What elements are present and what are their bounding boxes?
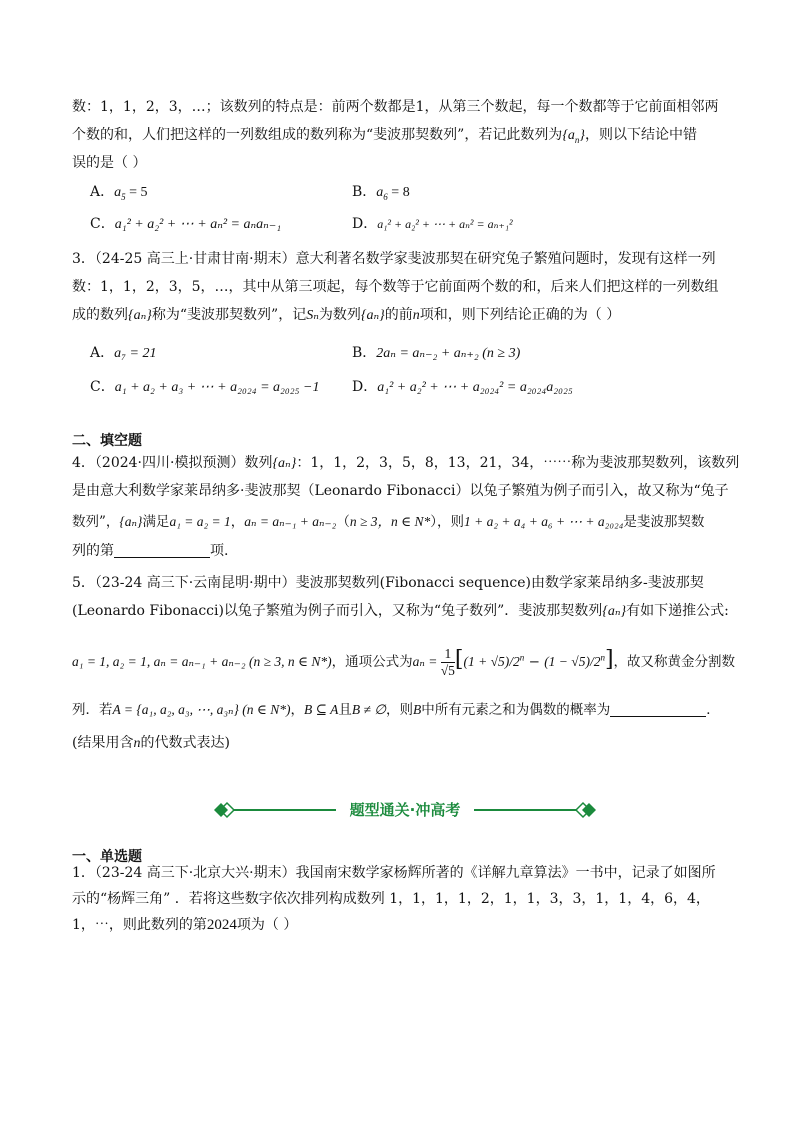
option-d-expr: a₁² + a₂² + ⋯ + a₂₀₂₄² = a₂₀₂₄a₂₀₂₅ bbox=[377, 380, 573, 395]
q5-answer-blank[interactable] bbox=[610, 702, 706, 717]
q1-index: 2024 bbox=[206, 917, 237, 933]
section-heading-fill-blank: 二、填空题 bbox=[72, 433, 142, 449]
q4-line2: 是由意大利数学家莱昂纳多·斐波那契（Leonardo Fibonacci）以兔子繁殖为例子而引入，故又称为“兔子 bbox=[72, 483, 729, 499]
q5-n: n bbox=[133, 736, 141, 751]
q4-answer-blank[interactable] bbox=[114, 543, 210, 558]
q-prev-option-a[interactable] bbox=[90, 181, 148, 201]
q-prev-line1: 数：1，1，2，3，…；该数列的特点是：前两个数都是1，从第三个数起，每一个数都等于它前面相邻两 bbox=[72, 99, 719, 115]
q3-n: n bbox=[412, 308, 420, 323]
option-label: C． bbox=[90, 216, 115, 232]
option-label: D． bbox=[352, 216, 378, 232]
q5-line3: a₁ = 1, a₂ = 1, aₙ = aₙ₋₁ + aₙ₋₂ (n ≥ 3, n ∈ N*)，通项公式为aₙ = $\frac{1}{√5}$ $[(1 + √5)/2^n - (1 - √5)/2^n]$，故又称黄金分割数 bbox=[72, 646, 736, 678]
q3-option-d[interactable] bbox=[352, 376, 573, 396]
q-prev-option-c[interactable] bbox=[90, 213, 281, 233]
q-prev-option-d[interactable] bbox=[352, 213, 513, 233]
q4-text: 列的第 bbox=[72, 543, 114, 559]
option-label: A． bbox=[90, 345, 115, 361]
q3-text-c: 为数列 bbox=[318, 307, 361, 323]
option-label: B． bbox=[352, 345, 377, 361]
q5-line2 bbox=[72, 600, 729, 620]
option-b-rest: = 8 bbox=[387, 185, 410, 200]
q4-number: 4． bbox=[72, 455, 95, 471]
q3-text-d: 的前 bbox=[384, 307, 413, 323]
option-label: A． bbox=[90, 184, 115, 200]
q3-number: 3． bbox=[72, 251, 95, 267]
q-prev-text: 个数的和，人们把这样的一列数组成的数列称为“斐波那契数列”，若记此数列为 bbox=[72, 127, 563, 143]
q5-recur: a₁ = 1, a₂ = 1, aₙ = aₙ₋₁ + aₙ₋₂ (n ≥ 3, n ∈ N*) bbox=[72, 654, 332, 669]
q5-term-r: (1 − √5)/2 bbox=[544, 654, 601, 669]
q4-init: a₁ = a₂ = 1 bbox=[169, 514, 231, 529]
q1-line2: 示的“杨辉三角” ．若将这些数字依次排列构成数列 1，1，1，1，2，1，1，3，3，1，1，4，6，4， bbox=[72, 891, 710, 907]
q5-power-r: n bbox=[600, 652, 605, 663]
q5-text-f: ． bbox=[706, 702, 720, 718]
q4-cond: n ≥ 3，n ∈ N* bbox=[349, 514, 431, 529]
q5-text-a: (Leonardo Fibonacci)以兔子繁殖为例子而引入，又称为“兔子数列”．斐波那契数列 bbox=[72, 603, 603, 619]
q5-nonempty: B ≠ ∅ bbox=[351, 702, 387, 717]
option-d-expr: a₁² + a₂² + ⋯ + aₙ² = aₙ₊₁² bbox=[377, 217, 513, 231]
q5-text-b: ，故又称黄金分割数 bbox=[613, 654, 736, 670]
q5-text: （23-24 高三下·云南昆明·期中）斐波那契数列(Fibonacci sequence)由数学家莱昂纳多-斐波那契 bbox=[94, 575, 704, 591]
q3-seq: {aₙ} bbox=[128, 308, 152, 323]
option-label: D． bbox=[352, 379, 378, 395]
q4-text-end: 项. bbox=[210, 543, 229, 559]
q5-line4 bbox=[72, 698, 720, 718]
q4-line1 bbox=[72, 452, 739, 472]
q-prev-line2: 个数的和，人们把这样的一列数组成的数列称为“斐波那契数列”，若记此数列为$\{a_n\}$，则以下结论中错 bbox=[72, 127, 698, 145]
q5-an: aₙ = bbox=[412, 654, 441, 669]
q4-text-a: 数列”， bbox=[72, 514, 120, 530]
q4-text-b: ：1，1，2，3，5，8，13，21，34，⋯⋯称为斐波那契数列，该数列 bbox=[296, 455, 740, 471]
q5-b: B bbox=[413, 702, 422, 717]
q5-bracket-close: ] bbox=[604, 647, 614, 672]
q4-seq: {aₙ} bbox=[119, 514, 143, 529]
q4-paren-open: （ bbox=[336, 514, 350, 530]
q5-bracket-open: [ bbox=[454, 647, 464, 672]
q5-line1 bbox=[72, 572, 704, 592]
q-prev-seq: {a bbox=[562, 128, 575, 143]
q-prev-text-end: ，则以下结论中错 bbox=[585, 127, 698, 143]
option-label: C． bbox=[90, 379, 115, 395]
q3-option-a[interactable] bbox=[90, 342, 156, 362]
q3-text-e: 项和，则下列结论正确的为（ ） bbox=[419, 307, 621, 323]
option-a-rest: = 5 bbox=[125, 185, 148, 200]
q1-text-a: 1，⋯，则此数列的第 bbox=[72, 917, 207, 933]
q-prev-seq-close: } bbox=[579, 128, 586, 143]
q3-option-b[interactable] bbox=[352, 342, 520, 362]
q5-text-a: ，通项公式为 bbox=[331, 654, 413, 670]
option-a-sub: 5 bbox=[121, 191, 126, 202]
q5-frac-den: √5 bbox=[440, 663, 455, 678]
q5-frac-num: 1 bbox=[441, 646, 455, 663]
option-b-sub: 6 bbox=[383, 191, 388, 202]
q3-line2: 数：1，1，2，3，5，…，其中从第三项起，每个数等于它前面两个数的和，后来人们把这样的一列数组 bbox=[72, 279, 719, 295]
q4-text-b: 满足 bbox=[142, 514, 170, 530]
q5-and: 且 bbox=[338, 702, 352, 718]
option-c-expr: a₁ + a₂ + a₃ + ⋯ + a₂₀₂₄ = a₂₀₂₅ −1 bbox=[114, 380, 320, 395]
q3-seq-2: {aₙ} bbox=[360, 308, 385, 323]
option-a-var: a bbox=[114, 185, 122, 200]
option-b-var: a bbox=[376, 185, 384, 200]
q5-text-b: 有如下递推公式: bbox=[626, 603, 729, 619]
q1-text-b: 项为（ ） bbox=[236, 917, 298, 933]
q5-sep: ， bbox=[290, 702, 305, 718]
q4-recur: aₙ = aₙ₋₁ + aₙ₋₂ bbox=[244, 514, 337, 529]
q1-line1 bbox=[72, 862, 716, 882]
q5-number: 5． bbox=[72, 575, 95, 591]
q4-line4 bbox=[72, 540, 228, 560]
q4-seq: {aₙ} bbox=[272, 456, 297, 471]
q1-line3 bbox=[72, 914, 297, 934]
q1-number: 1． bbox=[72, 865, 95, 881]
q5-term-l: (1 + √5)/2 bbox=[463, 654, 520, 669]
option-label: B． bbox=[352, 184, 377, 200]
q5-then: ，则 bbox=[386, 702, 414, 718]
q1-text: （23-24 高三下·北京大兴·期末）我国南宋数学家杨辉所著的《详解九章算法》一书中，记录了如图所 bbox=[94, 865, 716, 881]
option-a-expr: a₇ = 21 bbox=[114, 346, 157, 361]
q5-set-a: A = {a₁, a₂, a₃, ⋯, a₃ₙ} (n ∈ N*) bbox=[112, 702, 291, 717]
q4-text-a: （2024·四川·模拟预测）数列 bbox=[94, 455, 273, 471]
q3-text-a: 成的数列 bbox=[72, 307, 128, 323]
option-b-expr: 2aₙ = aₙ₋₂ + aₙ₊₂ (n ≥ 3) bbox=[376, 346, 521, 361]
q5-text-a: (结果用含 bbox=[72, 735, 134, 751]
q5-frac bbox=[441, 646, 455, 679]
q-prev-line3: 误的是（ ） bbox=[72, 155, 147, 171]
q5-text-a: 列．若 bbox=[72, 702, 113, 718]
q3-line3 bbox=[72, 304, 620, 324]
q3-option-c[interactable] bbox=[90, 376, 319, 396]
q5-text-b: 的代数式表达) bbox=[140, 735, 230, 751]
q3-text: （24-25 高三上·甘肃甘南·期末）意大利著名数学家斐波那契在研究兔子繁殖问题时，发现有这样一列 bbox=[94, 251, 716, 267]
q5-subset: B ⊆ A bbox=[304, 702, 339, 717]
q4-line3 bbox=[72, 510, 704, 530]
q3-sum: Sₙ bbox=[306, 308, 319, 323]
q5-text-e: 中所有元素之和为偶数的概率为 bbox=[421, 702, 611, 718]
q4-sep: ， bbox=[230, 514, 245, 530]
q5-seq: {aₙ} bbox=[602, 604, 627, 619]
option-c-expr: a₁² + a₂² + ⋯ + aₙ² = aₙaₙ₋₁ bbox=[114, 217, 282, 232]
section-banner bbox=[210, 796, 600, 824]
q4-text-f: 是斐波那契数 bbox=[623, 514, 705, 530]
q-prev-option-b[interactable] bbox=[352, 181, 410, 201]
q5-power-l: n bbox=[519, 652, 525, 663]
q3-line1 bbox=[72, 248, 716, 268]
q3-text-b: 称为“斐波那契数列”，记 bbox=[151, 307, 307, 323]
section-heading-single-choice: 一、单选题 bbox=[72, 849, 142, 865]
q4-text-e: ），则 bbox=[430, 514, 464, 530]
q5-line5 bbox=[72, 732, 230, 752]
banner-title: 题型通关·冲高考 bbox=[349, 801, 461, 819]
q4-sum: 1 + a₂ + a₄ + a₆ + ⋯ + a₂₀₂₄ bbox=[464, 514, 624, 529]
